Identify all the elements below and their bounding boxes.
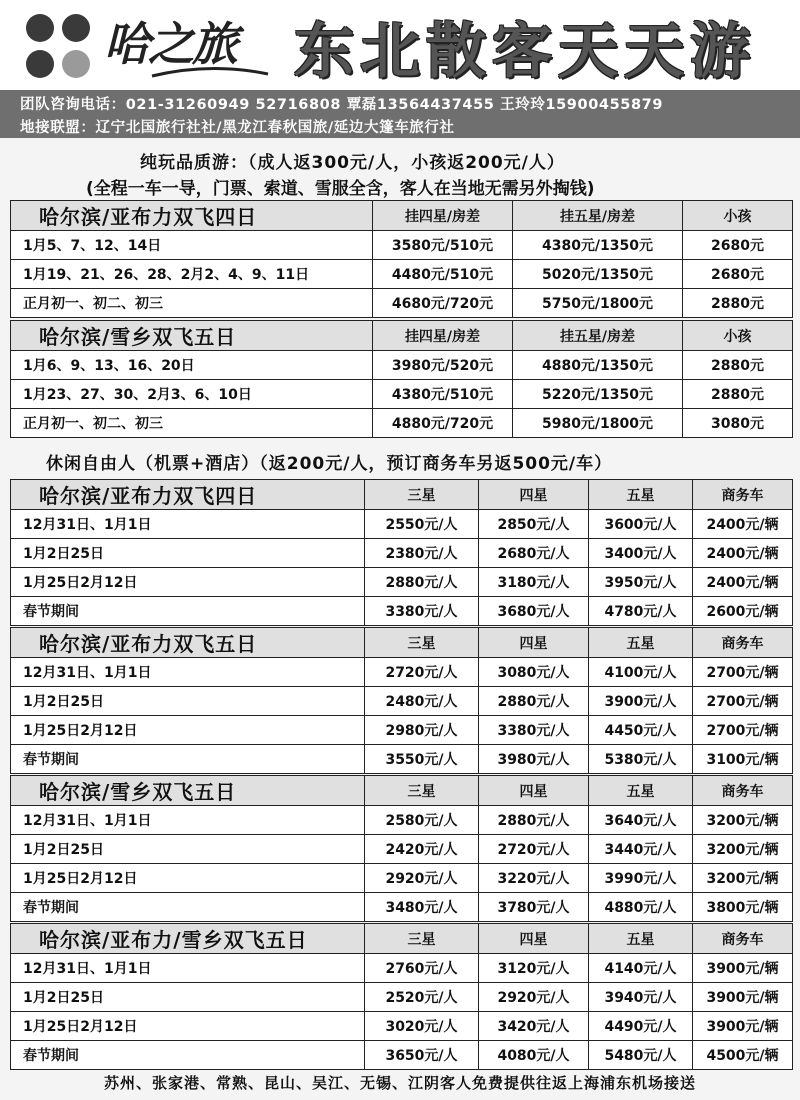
table-row: [11, 687, 793, 716]
table-header-row: [11, 628, 793, 658]
price-cell: 3120元/人: [479, 954, 589, 983]
price-cell: 4140元/人: [589, 954, 693, 983]
price-cell: 3440元/人: [589, 835, 693, 864]
price-cell: 3180元/人: [479, 568, 589, 597]
table-row: [11, 260, 793, 289]
date-cell: 1月2日25日: [11, 687, 365, 716]
route-title: 哈尔滨/雪乡双飞五日: [11, 776, 365, 806]
price-cell: 2680元: [683, 260, 793, 289]
freedom-table-1: [10, 479, 793, 626]
date-cell: 1月25日2月12日: [11, 568, 365, 597]
column-header: 小孩: [683, 201, 793, 231]
price-cell: 5980元/1800元: [513, 409, 683, 438]
price-cell: 2720元/人: [365, 658, 479, 687]
table-row: [11, 539, 793, 568]
price-cell: 2720元/人: [479, 835, 589, 864]
column-header: 四星: [479, 628, 589, 658]
route-title: 哈尔滨/亚布力双飞四日: [11, 201, 373, 231]
price-cell: 2880元: [683, 289, 793, 318]
contact-bar: [0, 90, 800, 138]
price-cell: 5380元/人: [589, 745, 693, 774]
price-cell: 2880元/人: [479, 806, 589, 835]
table-row: [11, 568, 793, 597]
price-cell: 3600元/人: [589, 510, 693, 539]
brand-swoosh: [150, 64, 270, 80]
main-title: 东北散客天天游: [294, 17, 756, 87]
price-cell: 3400元/人: [589, 539, 693, 568]
table-row: [11, 510, 793, 539]
price-cell: 3980元/520元: [373, 351, 513, 380]
price-cell: 2700元/辆: [693, 658, 793, 687]
column-header: 五星: [589, 776, 693, 806]
price-cell: 2680元/人: [479, 539, 589, 568]
freedom-table-4: [10, 923, 793, 1070]
price-cell: 3950元/人: [589, 568, 693, 597]
price-cell: 3080元: [683, 409, 793, 438]
price-cell: 2980元/人: [365, 716, 479, 745]
date-cell: 1月25日2月12日: [11, 1012, 365, 1041]
price-cell: 3480元/人: [365, 893, 479, 922]
price-cell: 2850元/人: [479, 510, 589, 539]
column-header: 挂四星/房差: [373, 321, 513, 351]
column-header: 四星: [479, 776, 589, 806]
partner-line: 地接联盟：辽宁北国旅行社社/黑龙江春秋国旅/延边大篷车旅行社: [20, 120, 455, 136]
price-cell: 4100元/人: [589, 658, 693, 687]
clover-logo-icon: [18, 8, 98, 84]
price-cell: 2580元/人: [365, 806, 479, 835]
price-cell: 2480元/人: [365, 687, 479, 716]
column-header: 挂四星/房差: [373, 201, 513, 231]
price-cell: 3220元/人: [479, 864, 589, 893]
route-title: 哈尔滨/亚布力双飞四日: [11, 480, 365, 510]
date-cell: 春节期间: [11, 893, 365, 922]
price-cell: 3650元/人: [365, 1041, 479, 1070]
section1-title: 纯玩品质游：（成人返300元/人，小孩返200元/人）: [140, 153, 565, 173]
date-cell: 1月23、27、30、2月3、6、10日: [11, 380, 373, 409]
price-cell: 3680元/人: [479, 597, 589, 626]
price-cell: 2600元/辆: [693, 597, 793, 626]
price-cell: 5020元/1350元: [513, 260, 683, 289]
column-header: 小孩: [683, 321, 793, 351]
price-cell: 2520元/人: [365, 983, 479, 1012]
table-row: [11, 1041, 793, 1070]
date-cell: 1月2日25日: [11, 983, 365, 1012]
price-cell: 5480元/人: [589, 1041, 693, 1070]
price-cell: 2400元/辆: [693, 510, 793, 539]
price-cell: 3640元/人: [589, 806, 693, 835]
table-header-row: [11, 201, 793, 231]
price-cell: 3900元/辆: [693, 983, 793, 1012]
price-cell: 4490元/人: [589, 1012, 693, 1041]
date-cell: 12月31日、1月1日: [11, 510, 365, 539]
route-title: 哈尔滨/亚布力双飞五日: [11, 628, 365, 658]
date-cell: 正月初一、初二、初三: [11, 409, 373, 438]
table-row: [11, 1012, 793, 1041]
price-cell: 4450元/人: [589, 716, 693, 745]
price-cell: 3940元/人: [589, 983, 693, 1012]
table-row: [11, 983, 793, 1012]
footer-note: 苏州、张家港、常熟、昆山、吴江、无锡、江阴客人免费提供往返上海浦东机场接送: [103, 1074, 696, 1092]
date-cell: 春节期间: [11, 597, 365, 626]
table-row: [11, 893, 793, 922]
column-header: 三星: [365, 924, 479, 954]
section1-subtitle: (全程一车一导，门票、索道、雪服全含，客人在当地无需另外掏钱): [86, 179, 595, 199]
date-cell: 1月19、21、26、28、2月2、4、9、11日: [11, 260, 373, 289]
price-cell: 3200元/辆: [693, 835, 793, 864]
price-cell: 2550元/人: [365, 510, 479, 539]
price-cell: 3200元/辆: [693, 806, 793, 835]
price-cell: 4880元/1350元: [513, 351, 683, 380]
price-cell: 2680元: [683, 231, 793, 260]
price-cell: 2880元/人: [479, 687, 589, 716]
price-cell: 3380元/人: [365, 597, 479, 626]
column-header: 商务车: [693, 924, 793, 954]
column-header: 四星: [479, 924, 589, 954]
price-cell: 3550元/人: [365, 745, 479, 774]
date-cell: 春节期间: [11, 745, 365, 774]
table-row: [11, 835, 793, 864]
price-cell: 3990元/人: [589, 864, 693, 893]
price-cell: 2420元/人: [365, 835, 479, 864]
price-cell: 3020元/人: [365, 1012, 479, 1041]
brand-name: 哈之旅: [104, 17, 236, 71]
price-cell: 2880元: [683, 351, 793, 380]
price-cell: 2700元/辆: [693, 716, 793, 745]
table-header-row: [11, 776, 793, 806]
price-cell: 4380元/1350元: [513, 231, 683, 260]
price-cell: 3980元/人: [479, 745, 589, 774]
table-row: [11, 864, 793, 893]
price-cell: 2400元/辆: [693, 568, 793, 597]
pricing-table-2: [10, 320, 793, 438]
freedom-table-2: [10, 627, 793, 774]
price-cell: 2400元/辆: [693, 539, 793, 568]
price-cell: 4880元/人: [589, 893, 693, 922]
date-cell: 1月25日2月12日: [11, 716, 365, 745]
price-cell: 4380元/510元: [373, 380, 513, 409]
table-row: [11, 289, 793, 318]
price-cell: 4680元/720元: [373, 289, 513, 318]
table-header-row: [11, 924, 793, 954]
route-title: 哈尔滨/亚布力/雪乡双飞五日: [11, 924, 365, 954]
price-cell: 4880元/720元: [373, 409, 513, 438]
table-row: [11, 351, 793, 380]
date-cell: 12月31日、1月1日: [11, 954, 365, 983]
date-cell: 春节期间: [11, 1041, 365, 1070]
table-row: [11, 597, 793, 626]
price-cell: 3900元/辆: [693, 1012, 793, 1041]
price-cell: 3580元/510元: [373, 231, 513, 260]
column-header: 挂五星/房差: [513, 321, 683, 351]
header: [0, 0, 800, 90]
date-cell: 1月2日25日: [11, 539, 365, 568]
column-header: 商务车: [693, 776, 793, 806]
freedom-table-3: [10, 775, 793, 922]
table-row: [11, 716, 793, 745]
column-header: 四星: [479, 480, 589, 510]
date-cell: 1月2日25日: [11, 835, 365, 864]
table-row: [11, 745, 793, 774]
price-cell: 5750元/1800元: [513, 289, 683, 318]
column-header: 商务车: [693, 480, 793, 510]
price-cell: 2760元/人: [365, 954, 479, 983]
price-cell: 3200元/辆: [693, 864, 793, 893]
date-cell: 1月6、9、13、16、20日: [11, 351, 373, 380]
price-cell: 3380元/人: [479, 716, 589, 745]
price-cell: 3420元/人: [479, 1012, 589, 1041]
column-header: 三星: [365, 480, 479, 510]
date-cell: 12月31日、1月1日: [11, 658, 365, 687]
price-cell: 2380元/人: [365, 539, 479, 568]
column-header: 商务车: [693, 628, 793, 658]
price-cell: 2880元/人: [365, 568, 479, 597]
pricing-table-1: [10, 200, 793, 318]
price-cell: 5220元/1350元: [513, 380, 683, 409]
price-cell: 3100元/辆: [693, 745, 793, 774]
price-cell: 3900元/辆: [693, 954, 793, 983]
price-cell: 3780元/人: [479, 893, 589, 922]
price-cell: 3800元/辆: [693, 893, 793, 922]
table-row: [11, 231, 793, 260]
column-header: 五星: [589, 924, 693, 954]
price-cell: 4780元/人: [589, 597, 693, 626]
date-cell: 12月31日、1月1日: [11, 806, 365, 835]
route-title: 哈尔滨/雪乡双飞五日: [11, 321, 373, 351]
date-cell: 1月5、7、12、14日: [11, 231, 373, 260]
column-header: 挂五星/房差: [513, 201, 683, 231]
price-cell: 2880元: [683, 380, 793, 409]
price-cell: 3900元/人: [589, 687, 693, 716]
column-header: 五星: [589, 480, 693, 510]
date-cell: 正月初一、初二、初三: [11, 289, 373, 318]
table-header-row: [11, 321, 793, 351]
table-row: [11, 409, 793, 438]
price-cell: 2700元/辆: [693, 687, 793, 716]
price-cell: 2920元/人: [479, 983, 589, 1012]
table-row: [11, 380, 793, 409]
date-cell: 1月25日2月12日: [11, 864, 365, 893]
column-header: 三星: [365, 628, 479, 658]
column-header: 五星: [589, 628, 693, 658]
price-cell: 3080元/人: [479, 658, 589, 687]
contact-phone-line: 团队咨询电话：021-31260949 52716808 覃磊13564437455 王玲玲15900455879: [20, 97, 664, 113]
section2-title: 休闲自由人（机票+酒店）（返200元/人，预订商务车另返500元/车）: [46, 454, 613, 474]
price-cell: 4080元/人: [479, 1041, 589, 1070]
price-cell: 4480元/510元: [373, 260, 513, 289]
table-row: [11, 954, 793, 983]
price-cell: 2920元/人: [365, 864, 479, 893]
price-cell: 4500元/辆: [693, 1041, 793, 1070]
table-row: [11, 658, 793, 687]
table-row: [11, 806, 793, 835]
table-header-row: [11, 480, 793, 510]
column-header: 三星: [365, 776, 479, 806]
